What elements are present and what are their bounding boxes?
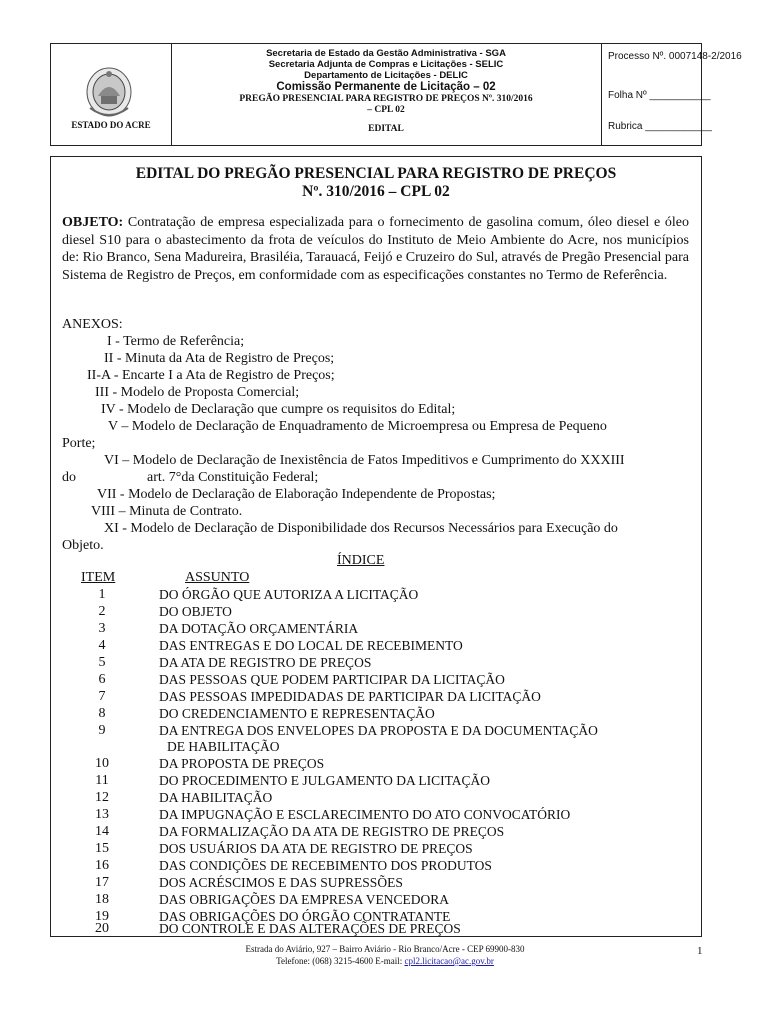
footer-contact <box>0 955 770 967</box>
header-title-cell <box>171 44 602 145</box>
item-number: 4 <box>98 638 106 653</box>
item-subject: DAS OBRIGAÇÕES DO ÓRGÃO CONTRATANTE <box>159 909 451 924</box>
page-number: 1 <box>697 945 703 957</box>
objeto-label: OBJETO: <box>62 215 124 230</box>
header-sga: Secretaria de Estado da Gestão Administrativa - SGA <box>266 48 506 59</box>
item-number: 15 <box>95 841 109 856</box>
col-item-header <box>81 569 115 586</box>
item-subject-cont: DE HABILITAÇÃO <box>167 739 280 754</box>
item-subject: DA PROPOSTA DE PREÇOS <box>159 756 325 771</box>
footer-phone: Telefone: (068) 3215-4600 E-mail: <box>276 956 405 966</box>
item-subject: DO ÓRGÃO QUE AUTORIZA A LICITAÇÃO <box>159 587 419 602</box>
folha-field: Folha Nº ___________ <box>608 90 711 101</box>
header-pregao: PREGÃO PRESENCIAL PARA REGISTRO DE PREÇOS Nº. 310/2016 <box>239 94 533 104</box>
item-subject: DOS ACRÉSCIMOS E DAS SUPRESSÕES <box>159 875 403 890</box>
item-subject: DAS ENTREGAS E DO LOCAL DE RECEBIMENTO <box>159 638 463 653</box>
objeto-paragraph <box>62 214 689 284</box>
item-number: 8 <box>98 706 106 721</box>
item-subject: DO PROCEDIMENTO E JULGAMENTO DA LICITAÇÃO <box>159 773 491 788</box>
anexo-v: V – Modelo de Declaração de Enquadramento de Microempresa ou Empresa de Pequeno <box>108 419 607 434</box>
item-number: 14 <box>95 824 109 839</box>
anexo-xi-cont: Objeto. <box>62 538 104 553</box>
item-subject: DAS PESSOAS IMPEDIDADAS DE PARTICIPAR DA LICITAÇÃO <box>159 689 541 704</box>
anexo-iii: III - Modelo de Proposta Comercial; <box>95 385 300 400</box>
item-subject: DAS PESSOAS QUE PODEM PARTICIPAR DA LICITAÇÃO <box>159 672 505 687</box>
header-process-cell <box>601 44 742 145</box>
header-commission: Comissão Permanente de Licitação – 02 <box>276 81 496 93</box>
item-number: 17 <box>95 875 109 890</box>
item-subject: DOS USUÁRIOS DA ATA DE REGISTRO DE PREÇOS <box>159 841 473 856</box>
estado-label: ESTADO DO ACRE <box>71 120 151 130</box>
item-subject: DO CONTROLE E DAS ALTERAÇÕES DE PREÇOS <box>159 921 461 936</box>
anexo-v-cont: Porte; <box>62 436 96 451</box>
item-subject: DA ENTREGA DOS ENVELOPES DA PROPOSTA E DA DOCUMENTAÇÃO <box>159 723 598 738</box>
doc-title: EDITAL DO PREGÃO PRESENCIAL PARA REGISTRO DE PREÇOS <box>135 165 617 182</box>
indice-title-text: ÍNDICE <box>337 553 385 568</box>
anexo-ii-a: II-A - Encarte I a Ata de Registro de Preços; <box>87 368 335 383</box>
item-number: 3 <box>98 621 106 636</box>
anexo-ii: II - Minuta da Ata de Registro de Preços; <box>104 351 335 366</box>
item-subject: DAS OBRIGAÇÕES DA EMPRESA VENCEDORA <box>159 892 450 907</box>
doc-subtitle: Nº. 310/2016 – CPL 02 <box>302 183 450 200</box>
anexo-iv: IV - Modelo de Declaração que cumpre os requisitos do Edital; <box>101 402 456 417</box>
item-number: 13 <box>95 807 109 822</box>
item-subject: DA HABILITAÇÃO <box>159 790 273 805</box>
item-number: 10 <box>95 756 109 771</box>
process-number: Processo Nº. 0007148-2/2016 <box>608 51 742 62</box>
item-number: 7 <box>98 689 106 704</box>
item-number: 9 <box>98 723 106 738</box>
header-seal-cell <box>51 44 172 145</box>
item-subject: DAS CONDIÇÕES DE RECEBIMENTO DOS PRODUTOS <box>159 858 492 873</box>
header-edital: EDITAL <box>368 124 404 134</box>
objeto-text: Contratação de empresa especializada para o fornecimento de gasolina comum, óleo diesel e óleo diesel S10 para o abastecimento da frota de veículos do Instituto de Meio Ambiente do Acre, nos municípios de: Rio Branco, Sena Madureira, Brasiléia, Tarauacá, Feijó e Cruzeiro do Sul, através de Pregão Presencial para Sistema de Registro de Preços, em conformidade com as especificações constantes no Termo de Referência. <box>62 215 689 283</box>
footer-email-link[interactable]: cpl2.licitacao@ac.gov.br <box>404 956 494 966</box>
anexo-vii: VII - Modelo de Declaração de Elaboração Independente de Propostas; <box>97 487 496 502</box>
item-subject: DA IMPUGNAÇÃO E ESCLARECIMENTO DO ATO CONVOCATÓRIO <box>159 807 571 822</box>
col-item-text: ITEM <box>81 570 116 585</box>
item-subject: DA DOTAÇÃO ORÇAMENTÁRIA <box>159 621 359 636</box>
col-assunto-header <box>185 569 249 586</box>
footer-address: Estrada do Aviário, 927 – Bairro Aviário - Rio Branco/Acre - CEP 69900-830 <box>245 944 525 954</box>
anexo-xi: XI - Modelo de Declaração de Disponibilidade dos Recursos Necessários para Execução do <box>104 521 618 536</box>
item-number: 12 <box>95 790 109 805</box>
document-header <box>50 43 742 146</box>
anexo-vi: VI – Modelo de Declaração de Inexistência de Fatos Impeditivos e Cumprimento do XXXIII <box>104 453 625 468</box>
header-delic: Departamento de Licitações - DELIC <box>304 70 468 81</box>
item-number: 18 <box>95 892 109 907</box>
rubrica-field: Rubrica ____________ <box>608 121 712 132</box>
anexos-label: ANEXOS: <box>62 317 123 332</box>
item-subject: DA FORMALIZAÇÃO DA ATA DE REGISTRO DE PREÇOS <box>159 824 505 839</box>
item-number: 19 <box>95 909 109 924</box>
edital-body <box>50 156 702 937</box>
item-number: 1 <box>98 587 106 602</box>
item-number: 20 <box>95 921 109 936</box>
item-number: 6 <box>98 672 106 687</box>
acre-coat-of-arms-icon <box>84 66 134 121</box>
item-subject: DO CREDENCIAMENTO E REPRESENTAÇÃO <box>159 706 435 721</box>
col-assunto-text: ASSUNTO <box>185 570 250 585</box>
item-subject: DO OBJETO <box>159 604 232 619</box>
header-selic: Secretaria Adjunta de Compras e Licitações - SELIC <box>268 59 504 70</box>
anexo-viii: VIII – Minuta de Contrato. <box>91 504 243 519</box>
header-cpl: – CPL 02 <box>367 105 405 115</box>
anexo-vi-do: do <box>62 470 76 485</box>
indice-title <box>337 552 384 569</box>
item-number: 11 <box>95 773 109 788</box>
anexo-vi-cont: art. 7°da Constituição Federal; <box>147 470 319 485</box>
item-number: 2 <box>98 604 106 619</box>
item-subject: DA ATA DE REGISTRO DE PREÇOS <box>159 655 372 670</box>
anexo-i: I - Termo de Referência; <box>107 334 245 349</box>
item-number: 16 <box>95 858 109 873</box>
item-number: 5 <box>98 655 106 670</box>
